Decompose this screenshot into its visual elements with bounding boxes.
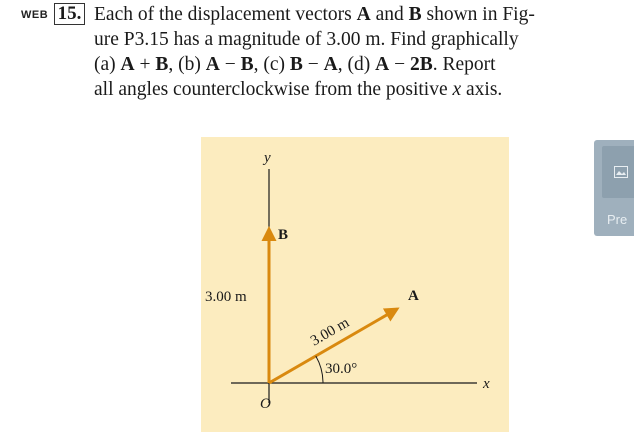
angle-arc <box>316 356 323 383</box>
problem-line-3: (a) A + B, (b) A − B, (c) B − A, (d) A − 2B. Report <box>94 54 496 75</box>
a-magnitude-label: 3.00 m <box>308 314 353 350</box>
vector-b-label: B <box>278 227 289 243</box>
vector-a-label: A <box>408 288 419 304</box>
angle-label: 30.0° <box>325 361 358 377</box>
side-panel-label: Pre <box>607 212 628 227</box>
presentation-side-panel[interactable] <box>594 140 634 236</box>
problem-line-1: Each of the displacement vectors A and B shown in Fig- <box>94 4 535 25</box>
image-icon <box>614 166 628 178</box>
vector-figure <box>201 137 509 432</box>
b-magnitude-label: 3.00 m <box>205 289 247 305</box>
y-axis-label: y <box>264 150 271 166</box>
x-axis-label: x <box>483 376 490 392</box>
problem-line-2: ure P3.15 has a magnitude of 3.00 m. Find graphically <box>94 29 519 50</box>
problem-line-4: all angles counterclockwise from the positive x axis. <box>94 79 503 100</box>
problem-number: 15. <box>54 3 85 25</box>
web-tag: WEB <box>21 9 49 21</box>
origin-label: O <box>260 396 271 412</box>
vector-diagram <box>201 137 509 432</box>
problem-statement <box>0 0 634 120</box>
